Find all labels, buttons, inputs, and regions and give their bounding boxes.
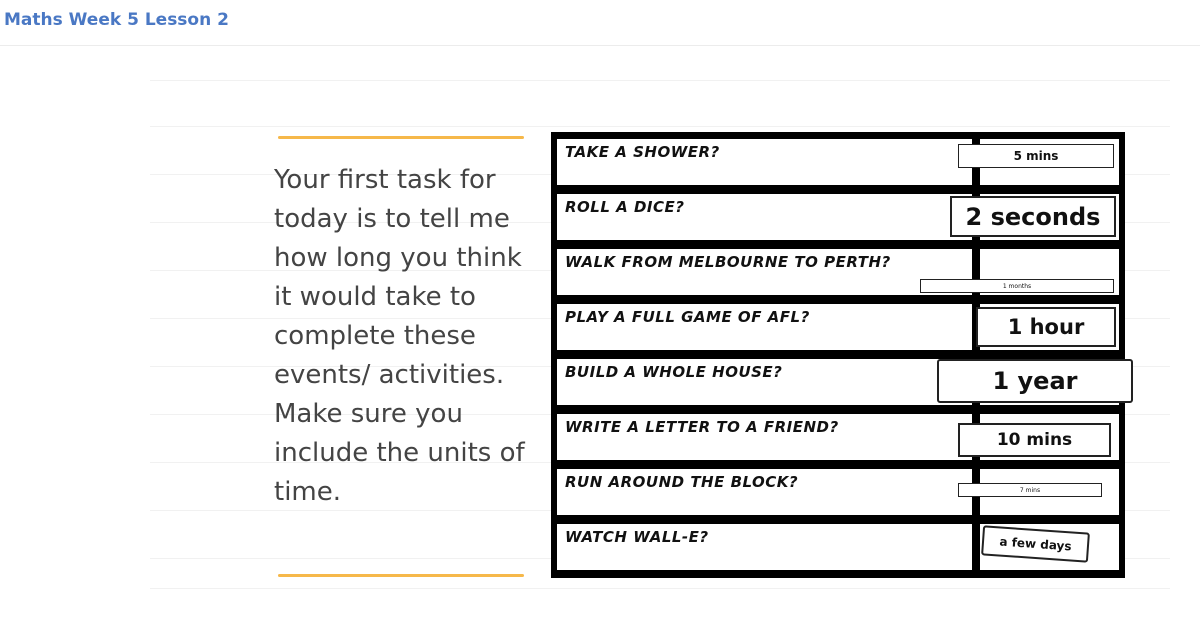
question-text: ROLL A DICE?: [565, 198, 685, 216]
answer-box[interactable]: 1 hour: [976, 307, 1116, 347]
question-cell: [557, 414, 972, 460]
question-cell: [557, 524, 972, 570]
question-text: RUN AROUND THE BLOCK?: [565, 473, 799, 491]
question-text: TAKE A SHOWER?: [565, 143, 720, 161]
question-cell: [557, 139, 972, 185]
answer-box[interactable]: a few days: [981, 525, 1090, 562]
question-text: WATCH WALL-E?: [565, 528, 709, 546]
question-text: PLAY A FULL GAME OF AFL?: [565, 308, 810, 326]
task-instructions: Your first task for today is to tell me how long you think it would take to complete these events/ activities. Make sure you include the units of time.: [274, 165, 525, 507]
ruled-line: [150, 588, 1170, 589]
question-cell: [557, 359, 972, 405]
answer-box[interactable]: 5 mins: [958, 144, 1114, 168]
question-cell: [557, 469, 972, 515]
question-text: WALK FROM MELBOURNE TO PERTH?: [565, 253, 891, 271]
answer-box[interactable]: 1 year: [937, 359, 1133, 403]
lesson-slide: [150, 60, 1170, 600]
question-text: BUILD A WHOLE HOUSE?: [565, 363, 783, 381]
ruled-line: [150, 80, 1170, 81]
top-bar: [0, 0, 1200, 46]
ruled-line: [150, 126, 1170, 127]
answer-box[interactable]: 2 seconds: [950, 196, 1116, 237]
question-text: WRITE A LETTER TO A FRIEND?: [565, 418, 839, 436]
page-title[interactable]: Maths Week 5 Lesson 2: [4, 10, 229, 30]
question-cell: [557, 194, 972, 240]
question-cell: [557, 249, 972, 295]
accent-line-top: [278, 136, 524, 139]
accent-line-bottom: [278, 574, 524, 577]
answer-box[interactable]: 10 mins: [958, 423, 1111, 457]
question-cell: [557, 304, 972, 350]
answer-box[interactable]: 7 mins: [958, 483, 1102, 497]
answer-box[interactable]: 1 months: [920, 279, 1114, 293]
